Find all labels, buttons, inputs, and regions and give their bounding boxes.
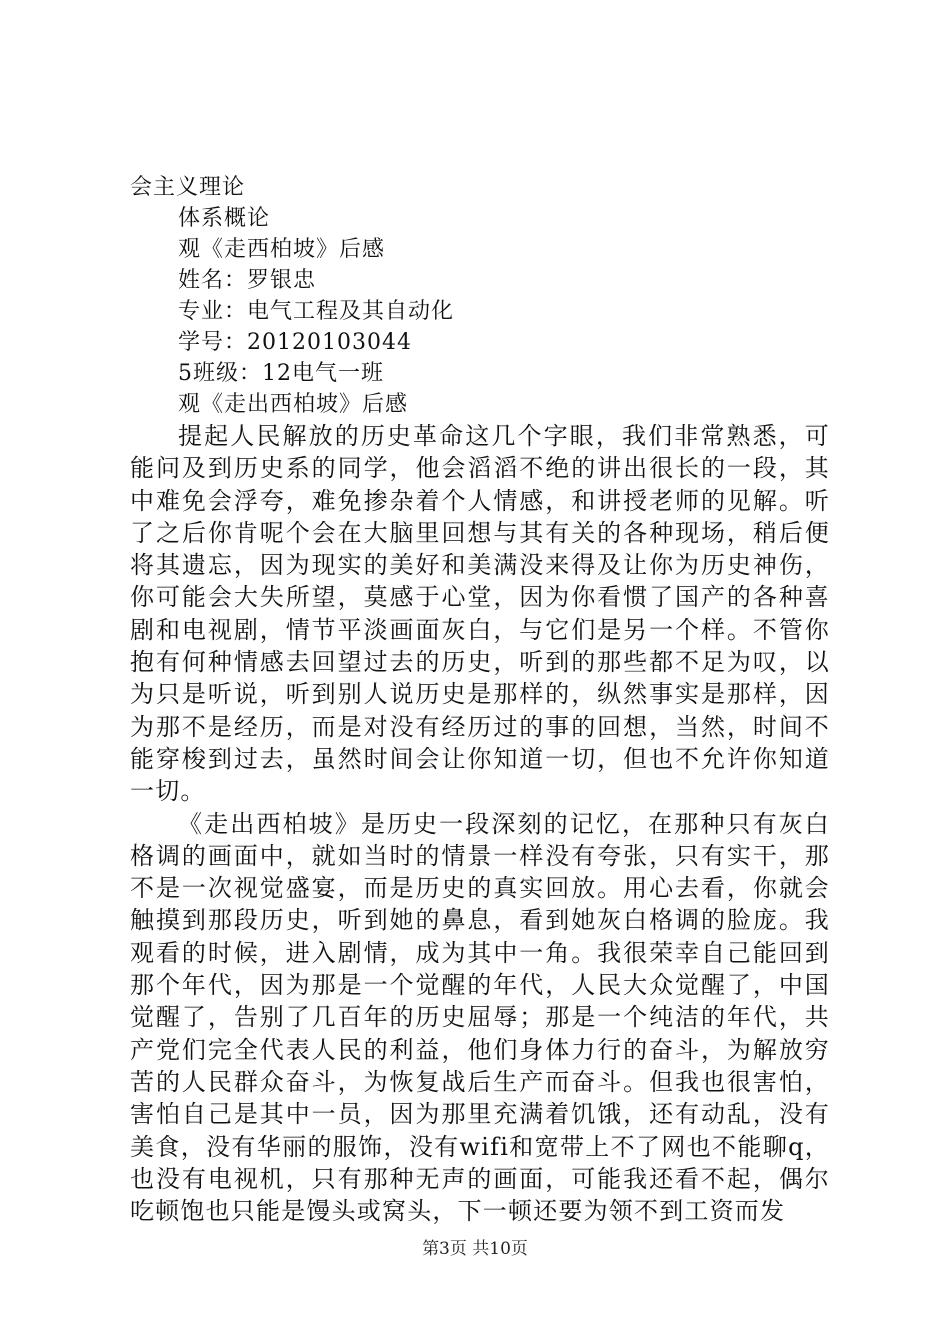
header-line-student-id: 学号：20120103044 (178, 330, 412, 355)
header-line-course-cont: 体系概论 (178, 206, 271, 231)
header-line-name: 姓名：罗银忠 (178, 268, 317, 293)
header-line-course: 会主义理论 (130, 175, 246, 200)
page-footer: 第3页 共10页 (422, 1239, 528, 1259)
header-line-title: 观《走西柏坡》后感 (178, 237, 386, 262)
paragraph-2: 《走出西柏坡》是历史一段深刻的记忆，在那种只有灰白格调的画面中，就如当时的情景一样没有夸张，只有实干，那不是一次视觉盛宴，而是历史的真实回放。用心去看，你就会触摸到那段历史，听到她的鼻息，看到她灰白格调的脸庞。我观看的时候，进入剧情，成为其中一角。我很荣幸自己能回到那个年代，因为那是一个觉醒的年代，人民大众觉醒了，中国觉醒了，告别了几百年的历史屈辱；那是一个纯洁的年代，共产党们完全代表人民的利益，他们身体力行的奋斗，为解放穷苦的人民群众奋斗，为恢复战后生产而奋斗。但我也很害怕，害怕自己是其中一员，因为那里充满着饥饿，还有动乱，没有美食，没有华丽的服饰，没有wifi和宽带上不了网也不能聊q，也没有电视机，只有那种无声的画面，可能我还看不起，偶尔吃顿饱也只能是馒头或窝头，下一顿还要为领不到工资而发 (130, 809, 830, 1226)
essay-body (130, 420, 830, 1227)
header-line-class: 5班级：12电气一班 (178, 361, 384, 386)
header-line-essay-title: 观《走出西柏坡》后感 (178, 392, 409, 417)
paragraph-1: 提起人民解放的历史革命这几个字眼，我们非常熟悉，可能问及到历史系的同学，他会滔滔不绝的讲出很长的一段，其中难免会浮夸，难免掺杂着个人情感，和讲授老师的见解。听了之后你肯呢个会在大脑里回想与其有关的各种现场，稍后便将其遗忘，因为现实的美好和美满没来得及让你为历史神伤，你可能会大失所望，莫感于心堂，因为你看惯了国产的各种喜剧和电视剧，情节平淡画面灰白，与它们是另一个样。不管你抱有何种情感去回望过去的历史，听到的那些都不足为叹，以为只是听说，听到别人说历史是那样的，纵然事实是那样，因为那不是经历，而是对没有经历过的事的回想，当然，时间不能穿梭到过去，虽然时间会让你知道一切，但也不允许你知道一切。 (130, 422, 830, 806)
header-block (130, 172, 850, 420)
header-line-major: 专业：电气工程及其自动化 (178, 299, 455, 324)
